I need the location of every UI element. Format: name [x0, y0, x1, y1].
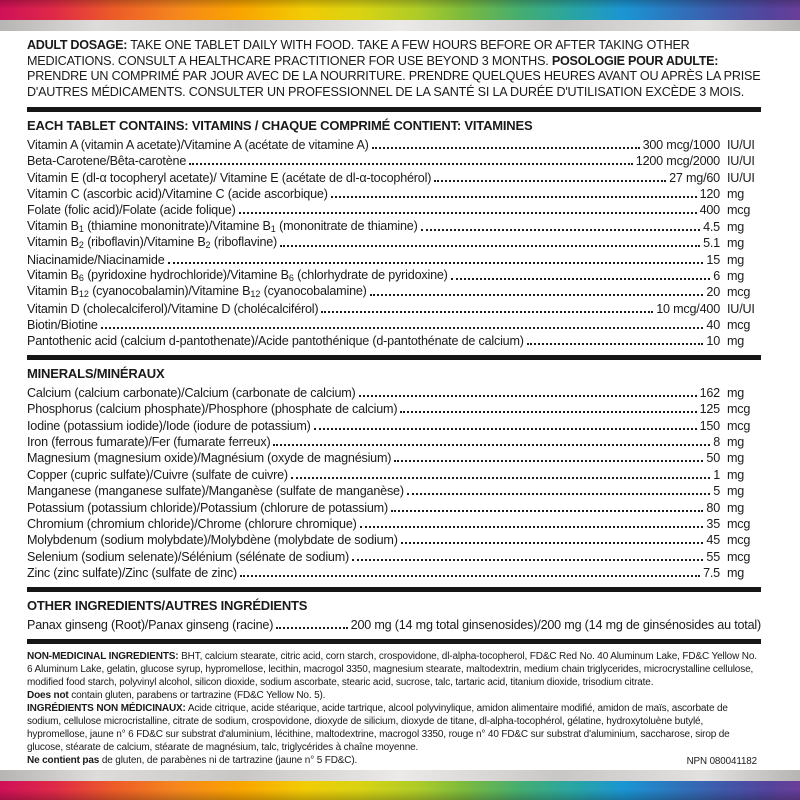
vitamins-header: EACH TABLET CONTAINS: VITAMINS / CHAQUE COMPRIMÉ CONTIENT: VITAMINES: [27, 118, 533, 134]
dotted-leader: [400, 411, 696, 413]
ingredient-unit: mg: [727, 435, 745, 450]
ingredient-amount: 200 mg (14 mg total ginsenosides)/200 mg (14 mg de ginsénosides au total): [350, 617, 761, 632]
ingredient-row: [27, 234, 761, 250]
ingredient-unit: mg: [727, 268, 745, 283]
free-from-fr-label: Ne contient pas: [27, 754, 100, 766]
other-ingredients-header: OTHER INGREDIENTS/AUTRES INGRÉDIENTS: [27, 598, 308, 614]
ingredient-row: [27, 185, 761, 201]
ingredient-unit: mg: [727, 219, 745, 234]
dotted-leader: [168, 262, 704, 264]
ingredient-name: Vitamin A (vitamin A acetate)/Vitamine A (acétate de vitamine A): [27, 137, 369, 152]
ingredient-amount: 5.1: [703, 236, 720, 251]
ingredient-name: Vitamin C (ascorbic acid)/Vitamine C (acide ascorbique): [27, 186, 328, 201]
ingredient-row: [27, 383, 761, 399]
ingredient-amount: 20: [706, 285, 720, 300]
posologie-text: PRENDRE UN COMPRIMÉ PAR JOUR AVEC DE LA NOURRITURE. PRENDRE QUELQUES HEURES AVANT OU APRÈS LA PRISE D'AUTRES MÉDICAMENTS. CONSULTER UN PROFESSIONNEL DE LA SANTÉ SI LA DURÉE D'UTILISATION EXCÈDE 3 MOIS.: [27, 69, 761, 99]
ingredient-amount: 50: [706, 451, 720, 466]
ingredient-row: [27, 283, 761, 299]
ingredient-name: Potassium (potassium chloride)/Potassium (chlorure de potassium): [27, 500, 388, 515]
ingredient-unit: mg: [727, 186, 745, 201]
ingredient-unit: mg: [727, 484, 745, 499]
ingredient-name: Magnesium (magnesium oxide)/Magnésium (oxyde de magnésium): [27, 451, 392, 466]
ingredient-amount: 5: [713, 484, 720, 499]
non-medicinal-en-text: BHT, calcium stearate, citric acid, corn starch, crospovidone, dl-alpha-tocopherol, FD&C Red No. 40 Aluminum Lake, FD&C Yellow No. 6 Aluminum Lake, gelatin, glucose syrup, hypromellose, lecithin, macrogol 3350, magnesium stearate, maltodextrin, medium chain triglycerides, microcrystalline cellulose, modified food starch, polyvinyl alcohol, silicon dioxide, sodium ascorbate, stearic acid, sucrose, talc, tartaric acid, titanium dioxide, trisodium citrate.: [27, 650, 757, 688]
dotted-leader: [239, 212, 697, 214]
ingredient-amount: 1: [713, 467, 720, 482]
ingredient-amount: 125: [699, 402, 720, 417]
ingredient-amount: 6: [713, 268, 720, 283]
ingredient-amount: 1200 mcg/2000: [635, 154, 720, 169]
dotted-leader: [401, 542, 704, 544]
ingredient-amount: 80: [706, 500, 720, 515]
ingredient-amount: 162: [699, 385, 720, 400]
dotted-leader: [434, 180, 666, 182]
ingredient-row: [27, 531, 761, 547]
section-divider: [27, 107, 761, 112]
ingredient-row: [27, 201, 761, 217]
ingredient-amount: 7.5: [703, 566, 720, 581]
silver-stripe-bottom: [0, 770, 800, 781]
ingredient-amount: 120: [699, 186, 720, 201]
label-panel: [27, 31, 761, 767]
ingredient-amount: 15: [706, 252, 720, 267]
vitamins-list: [27, 135, 761, 348]
ingredient-amount: 10: [706, 334, 720, 349]
ingredient-name: Manganese (manganese sulfate)/Manganèse (sulfate de manganèse): [27, 484, 404, 499]
free-from-en: [27, 689, 761, 702]
ingredient-name: Selenium (sodium selenate)/Sélénium (sélénate de sodium): [27, 549, 350, 564]
minerals-header: MINERALS/MINÉRAUX: [27, 366, 165, 382]
ingredient-unit: mcg: [727, 418, 751, 433]
ingredient-amount: 55: [706, 549, 720, 564]
dotted-leader: [273, 444, 710, 446]
free-from-fr-text: de gluten, de parabènes ni de tartrazine (jaune n° 5 FD&C).: [101, 754, 358, 766]
ingredient-row: [27, 135, 761, 151]
ingredient-name: Vitamin $B_2$ (riboflavin)/Vitamine $B_2$ (riboflavine): [27, 235, 278, 251]
ingredient-amount: 8: [713, 435, 720, 450]
ingredient-row: [27, 416, 761, 432]
ingredient-row: [27, 168, 761, 184]
ingredient-name: Zinc (zinc sulfate)/Zinc (sulfate de zinc): [27, 566, 237, 581]
rainbow-stripe-bottom: [0, 781, 800, 800]
ingredient-name: Copper (cupric sulfate)/Cuivre (sulfate de cuivre): [27, 467, 288, 482]
dotted-leader: [331, 196, 697, 198]
dotted-leader: [280, 245, 700, 247]
ingredient-unit: IU/UI: [727, 154, 755, 169]
ingredient-unit: mcg: [727, 203, 751, 218]
ingredient-unit: mcg: [727, 402, 751, 417]
ingredient-row: [27, 515, 761, 531]
section-divider: [27, 587, 761, 592]
rainbow-stripe-shading: [0, 0, 800, 20]
ingredient-row: [27, 152, 761, 168]
ingredient-row: [27, 217, 761, 233]
ingredient-name: Iodine (potassium iodide)/Iode (iodure de potassium): [27, 418, 311, 433]
silver-stripe-top: [0, 20, 800, 31]
ingredient-amount: 45: [706, 533, 720, 548]
ingredient-name: Folate (folic acid)/Folate (acide folique): [27, 203, 236, 218]
ingredient-unit: mcg: [727, 533, 751, 548]
section-divider: [27, 639, 761, 644]
ingredient-unit: IU/UI: [727, 170, 755, 185]
other-ingredients-list: [27, 615, 761, 631]
ingredient-row: [27, 400, 761, 416]
dotted-leader: [321, 311, 653, 313]
ingredient-name: Iron (ferrous fumarate)/Fer (fumarate ferreux): [27, 435, 271, 450]
ingredient-row: [27, 482, 761, 498]
non-medicinal-en-label: NON-MEDICINAL INGREDIENTS:: [27, 650, 179, 662]
non-medicinal-en: [27, 650, 761, 689]
dotted-leader: [421, 229, 700, 231]
dotted-leader: [527, 343, 704, 345]
ingredient-unit: mg: [727, 467, 745, 482]
adult-dosage-label: ADULT DOSAGE:: [27, 38, 128, 52]
ingredient-row: [27, 250, 761, 266]
ingredient-name: Panax ginseng (Root)/Panax ginseng (racine): [27, 617, 274, 632]
ingredient-amount: 150: [699, 418, 720, 433]
ingredient-row: [27, 547, 761, 563]
dotted-leader: [276, 627, 347, 629]
ingredient-name: Calcium (calcium carbonate)/Calcium (carbonate de calcium): [27, 385, 356, 400]
ingredient-amount: 40: [706, 318, 720, 333]
ingredient-amount: 300 mcg/1000: [642, 137, 720, 152]
dotted-leader: [391, 510, 703, 512]
dotted-leader: [189, 163, 633, 165]
dotted-leader: [352, 559, 703, 561]
ingredient-row: [27, 433, 761, 449]
ingredient-row: [27, 267, 761, 283]
ingredient-name: Biotin/Biotine: [27, 318, 98, 333]
ingredient-unit: mcg: [727, 318, 751, 333]
dotted-leader: [359, 395, 697, 397]
npn-number: NPN 080041182: [686, 756, 757, 767]
ingredient-row: [27, 316, 761, 332]
dotted-leader: [101, 327, 704, 329]
dotted-leader: [291, 477, 710, 479]
ingredient-unit: mg: [727, 500, 745, 515]
ingredient-unit: mcg: [727, 285, 751, 300]
non-medicinal-fr-text: Acide citrique, acide stéarique, acide tartrique, alcool polyvinylique, amidon alimentaire modifié, amidon de maïs, ascorbate de sodium, cellulose microcristalline, citrate de sodium, crospovidone, dioxyde de silicium, dioxyde de titane, dl-alpha-tocophérol, gélatine, hydroxytoluène butylé, hypromellose, jaune n° 6 FD&C sur substrat d'aluminium, lécithine, maltodextrine, macrogol 3350, rouge n° 40 FD&C sur substrat d'aluminium, saccharose, sirop de glucose, stéarate de calcium, stéarate de magnésium, talc, triglycérides à chaîne moyenne.: [27, 702, 730, 753]
ingredient-name: Beta-Carotene/Bêta-carotène: [27, 154, 187, 169]
dotted-leader: [360, 526, 704, 528]
dosage-section: [27, 38, 761, 100]
dotted-leader: [240, 575, 700, 577]
ingredient-unit: mg: [727, 451, 745, 466]
ingredient-name: Pantothenic acid (calcium d-pantothenate)/Acide pantothénique (d-pantothénate de calcium): [27, 334, 524, 349]
free-from-fr: [27, 754, 761, 767]
ingredient-unit: mg: [727, 252, 745, 267]
ingredient-amount: 4.5: [703, 219, 720, 234]
ingredient-name: Vitamin $B_1$ (thiamine mononitrate)/Vitamine $B_1$ (mononitrate de thiamine): [27, 218, 418, 234]
ingredient-amount: 10 mcg/400: [656, 301, 720, 316]
ingredient-row: [27, 332, 761, 348]
ingredient-name: Phosphorus (calcium phosphate)/Phosphore (phosphate de calcium): [27, 402, 398, 417]
non-medicinal-fr-label: INGRÉDIENTS NON MÉDICINAUX:: [27, 702, 186, 714]
minerals-list: [27, 383, 761, 580]
adult-dosage-text: TAKE ONE TABLET DAILY WITH FOOD. TAKE A FEW HOURS BEFORE OR AFTER TAKING OTHER MEDICATIONS. CONSULT A HEALTHCARE PRACTITIONER FOR USE BEYOND 3 MONTHS.: [27, 38, 690, 68]
free-from-en-label: Does not: [27, 689, 69, 701]
ingredient-unit: mcg: [727, 516, 751, 531]
ingredient-name: Niacinamide/Niacinamide: [27, 252, 165, 267]
ingredient-unit: mcg: [727, 549, 751, 564]
ingredient-name: Vitamin E (dl-α tocopheryl acetate)/ Vitamine E (acétate de dl-α-tocophérol): [27, 170, 432, 185]
ingredient-unit: mg: [727, 385, 745, 400]
dotted-leader: [394, 460, 703, 462]
dotted-leader: [451, 278, 711, 280]
ingredient-row: [27, 449, 761, 465]
dotted-leader: [370, 294, 704, 296]
dotted-leader: [407, 493, 710, 495]
dotted-leader: [314, 428, 697, 430]
posologie-label: POSOLOGIE POUR ADULTE:: [551, 53, 719, 68]
ingredient-name: Molybdenum (sodium molybdate)/Molybdène (molybdate de sodium): [27, 533, 398, 548]
ingredient-name: Chromium (chromium chloride)/Chrome (chlorure chromique): [27, 516, 357, 531]
ingredient-amount: 35: [706, 516, 720, 531]
free-from-en-text: contain gluten, parabens or tartrazine (FD&C Yellow No. 5).: [71, 689, 326, 701]
ingredient-unit: mg: [727, 334, 745, 349]
ingredient-amount: 400: [699, 203, 720, 218]
ingredient-row: [27, 465, 761, 481]
ingredient-unit: mg: [727, 236, 745, 251]
non-medicinal-fr: [27, 702, 761, 754]
non-medicinal-section: [27, 650, 761, 767]
ingredient-row: [27, 615, 761, 631]
ingredient-row: [27, 564, 761, 580]
ingredient-unit: IU/UI: [727, 301, 755, 316]
ingredient-name: Vitamin $B_6$ (pyridoxine hydrochloride)/Vitamine $B_6$ (chlorhydrate de pyridoxine): [27, 267, 448, 283]
section-divider: [27, 355, 761, 360]
ingredient-unit: mg: [727, 566, 745, 581]
ingredient-unit: IU/UI: [727, 137, 755, 152]
ingredient-row: [27, 498, 761, 514]
rainbow-stripe-top: [0, 0, 800, 20]
ingredient-name: Vitamin $B_{12}$ (cyanocobalamin)/Vitamine $B_{12}$ (cyanocobalamine): [27, 284, 367, 300]
ingredient-row: [27, 299, 761, 315]
ingredient-name: Vitamin D (cholecalciferol)/Vitamine D (cholécalciférol): [27, 301, 319, 316]
rainbow-stripe-shading: [0, 781, 800, 800]
dotted-leader: [372, 147, 640, 149]
ingredient-amount: 27 mg/60: [669, 170, 720, 185]
